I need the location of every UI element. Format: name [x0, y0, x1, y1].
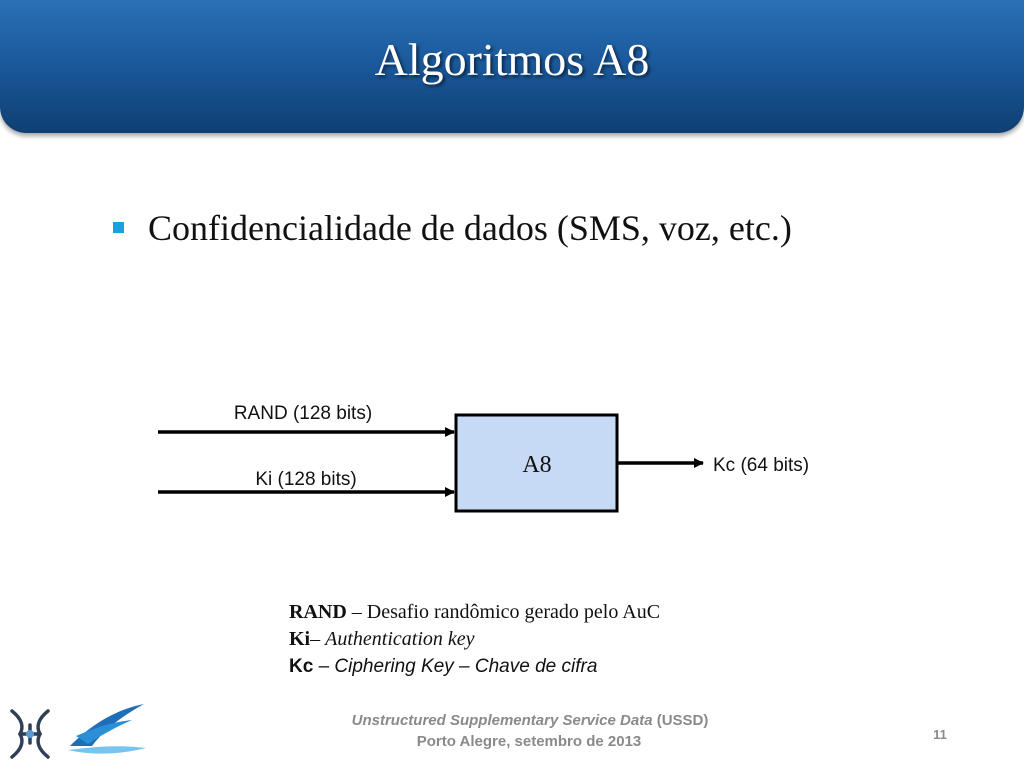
legend-rand-desc: – Desafio randômico gerado pelo AuC: [346, 601, 661, 623]
page-number: 11: [933, 727, 947, 742]
footer-title-rest: (USSD): [652, 712, 709, 729]
footer-title: [0, 712, 1024, 729]
legend-kc-desc: Ciphering Key – Chave de cifra: [334, 656, 598, 677]
legend-kc-sep: –: [313, 656, 335, 677]
legend: [289, 599, 660, 680]
rand-input-label: RAND (128 bits): [233, 403, 373, 424]
legend-kc: [289, 653, 660, 680]
bullet-text: Confidencialidade de dados (SMS, voz, etc.): [148, 208, 792, 248]
kc-output-label: Kc (64 bits): [713, 455, 810, 476]
legend-ki: [289, 626, 660, 653]
footer-location: Porto Alegre, setembro de 2013: [416, 733, 642, 750]
legend-rand: [289, 599, 660, 626]
footer-title-italic: Unstructured Supplementary Service Data: [351, 712, 653, 729]
legend-ki-sep: –: [310, 628, 326, 650]
legend-ki-term: Ki: [289, 628, 311, 650]
slide-title: Algoritmos A8: [374, 34, 650, 85]
legend-ki-desc: Authentication key: [325, 628, 475, 650]
ki-input-label: Ki (128 bits): [255, 469, 357, 490]
a8-box-label: A8: [522, 452, 552, 478]
legend-rand-term: RAND: [289, 601, 347, 623]
legend-kc-term: Kc: [289, 656, 314, 677]
